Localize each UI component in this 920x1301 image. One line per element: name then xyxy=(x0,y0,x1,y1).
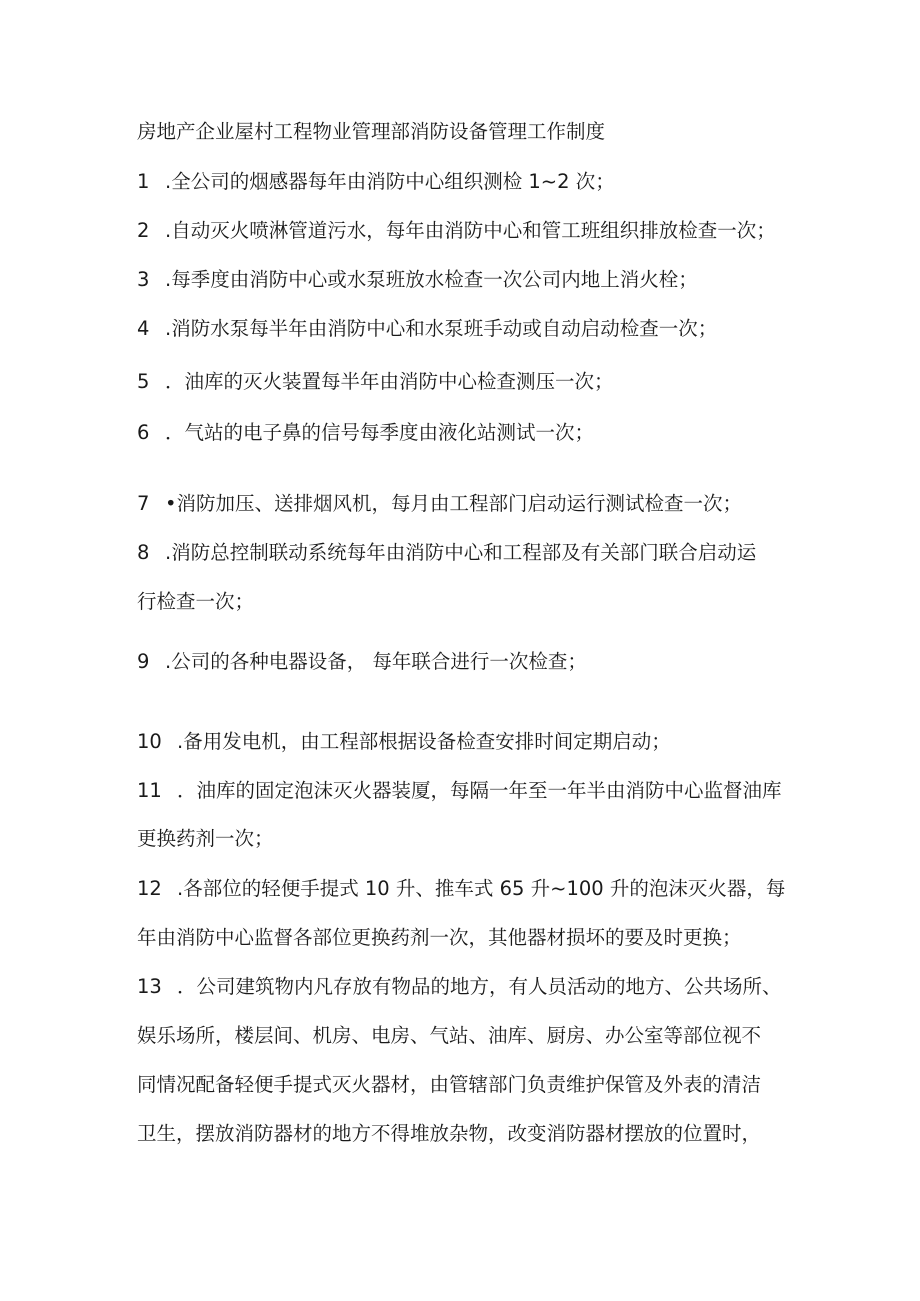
list-item xyxy=(137,492,742,516)
item-text: .消防水泵每半年由消防中心和水泵班手动或自动启动检查一次； xyxy=(165,317,718,340)
list-item xyxy=(137,421,594,445)
item-text: .消防总控制联动系统每年由消防中心和工程部及有关部门联合启动运 xyxy=(165,541,757,564)
item-number: 9 xyxy=(137,650,150,673)
list-item-continuation: 年由消防中心监督各部位更换药剂一次，其他器材损坏的要及时更换； xyxy=(137,926,742,949)
item-text: .全公司的烟感器每年由消防中心组织测检 1~2 次； xyxy=(165,170,615,193)
item-text: .备用发电机，由工程部根据设备检查安排时间定期启动； xyxy=(177,730,671,753)
item-number: 10 xyxy=(137,730,162,753)
item-number: 1 xyxy=(137,170,150,193)
item-number: 5 xyxy=(137,370,150,393)
item-number: 12 xyxy=(137,877,162,900)
item-number: 2 xyxy=(137,219,150,242)
item-number: 6 xyxy=(137,421,150,444)
item-number: 7 xyxy=(137,492,150,515)
item-number: 11 xyxy=(137,779,162,802)
item-number: 13 xyxy=(137,975,162,998)
document-title: 房地产企业屋村工程物业管理部消防设备管理工作制度 xyxy=(137,120,606,143)
item-text: ．油库的灭火装置每半年由消防中心检查测压一次； xyxy=(165,370,614,393)
item-text: ．油库的固定泡沫灭火器装厦，每隔一年至一年半由消防中心监督油库 xyxy=(177,779,782,802)
item-number: 4 xyxy=(137,317,150,340)
item-text: •消防加压、送排烟风机，每月由工程部门启动运行测试检查一次； xyxy=(165,492,743,515)
list-item-continuation: 同情况配备轻便手提式灭火器材，由管辖部门负责维护保管及外表的清洁 xyxy=(137,1073,762,1096)
list-item xyxy=(137,541,756,565)
list-item xyxy=(137,779,782,803)
item-text: ．气站的电子鼻的信号每季度由液化站测试一次； xyxy=(165,421,595,444)
list-item xyxy=(137,219,776,243)
list-item xyxy=(137,370,614,394)
list-item xyxy=(137,650,587,674)
item-text: .公司的各种电器设备， 每年联合进行一次检查； xyxy=(165,650,587,673)
list-item xyxy=(137,877,785,901)
list-item-continuation: 卫生，摆放消防器材的地方不得堆放杂物，改变消防器材摆放的位置时， xyxy=(137,1122,762,1145)
list-item-continuation: 更换药剂一次； xyxy=(137,827,274,850)
item-text: .自动灭火喷淋管道污水，每年由消防中心和管工班组织排放检查一次； xyxy=(165,219,776,242)
list-item xyxy=(137,268,698,292)
list-item xyxy=(137,730,671,754)
item-text: .每季度由消防中心或水泵班放水检查一次公司内地上消火栓； xyxy=(165,268,698,291)
list-item-continuation: 行检查一次； xyxy=(137,590,255,613)
item-number: 3 xyxy=(137,268,150,291)
list-item-continuation: 娱乐场所，楼层间、机房、电房、气站、油库、厨房、办公室等部位视不 xyxy=(137,1024,762,1047)
list-item xyxy=(137,317,717,341)
item-text: ．公司建筑物内凡存放有物品的地方，有人员活动的地方、公共场所、 xyxy=(177,975,782,998)
list-item xyxy=(137,170,615,194)
item-text: .各部位的轻便手提式 10 升、推车式 65 升~100 升的泡沫灭火器，每 xyxy=(177,877,786,900)
list-item xyxy=(137,975,782,999)
item-number: 8 xyxy=(137,541,150,564)
